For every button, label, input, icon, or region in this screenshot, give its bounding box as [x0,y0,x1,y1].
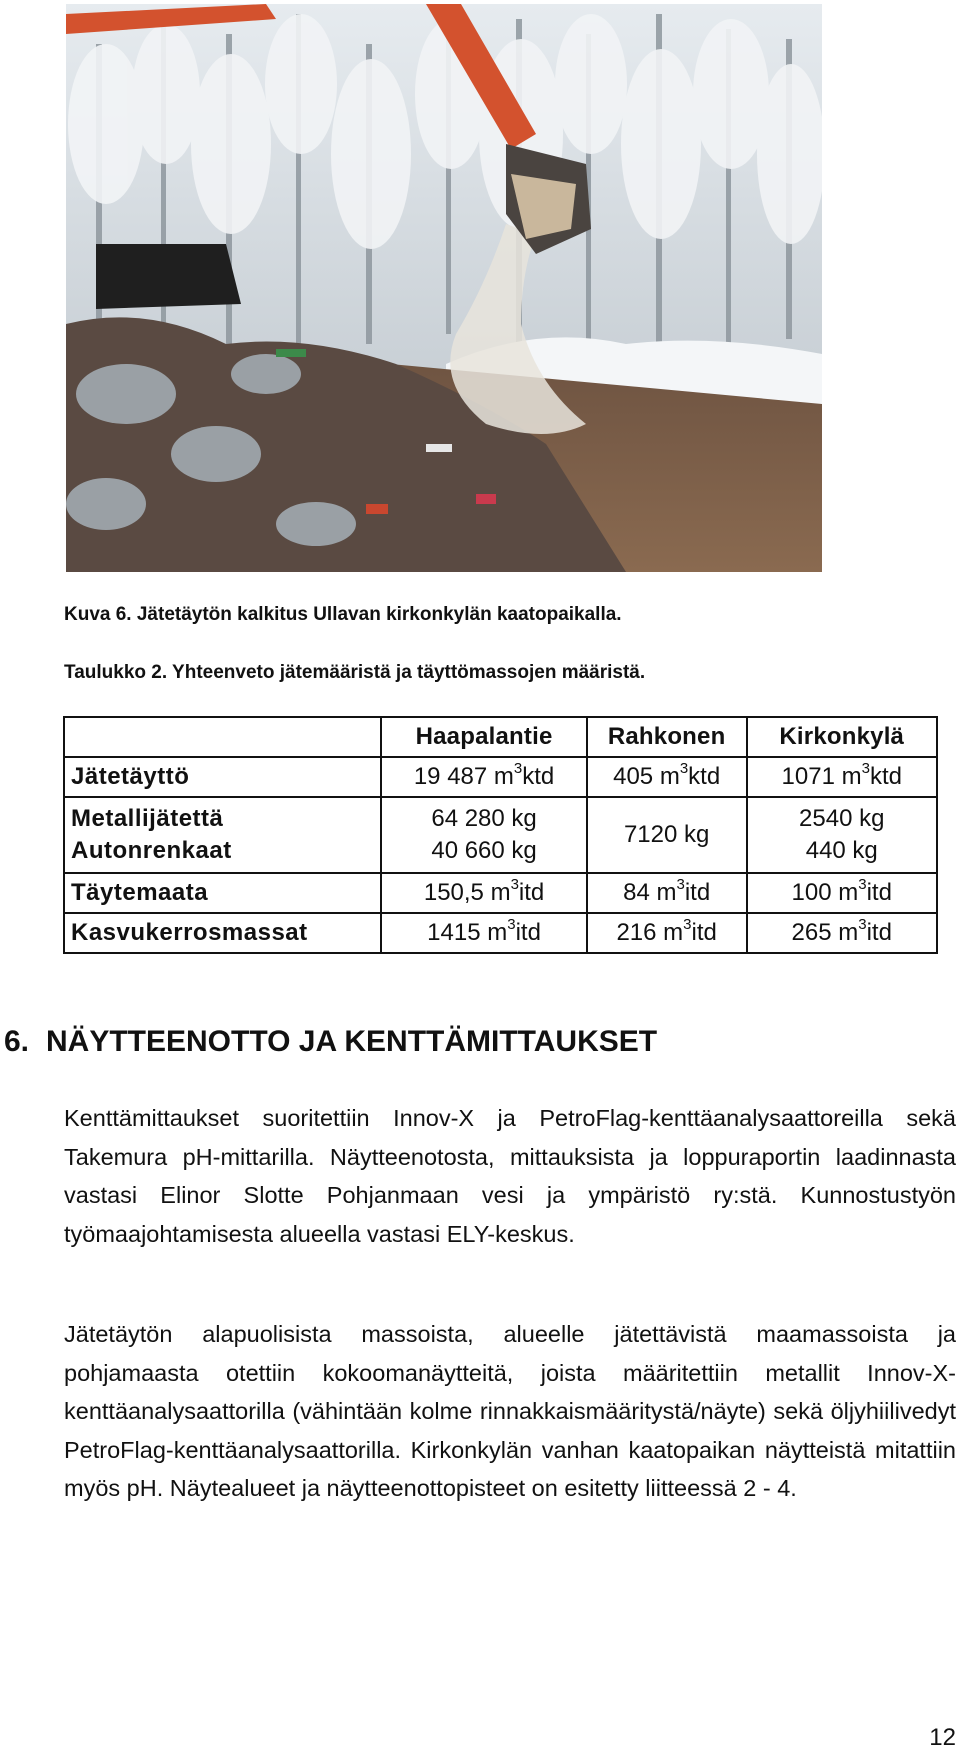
table-cell: 150,5 $m^3itd$ [381,873,586,913]
table-cell: 1415 $m^3itd$ [381,913,586,953]
table-cell [747,797,938,873]
body-paragraph: Jätetäytön alapuolisista massoista, alueelle jätettävistä maamassoista ja pohjamaasta otettiin kokoomanäytteitä, joista määritettiin metallit Innov-X-kenttäanalysaattorilla (vähintään kolme rinnakkaismääritystä/näyte) sekä öljyhiilivedyt PetroFlag-kenttäanalysaattorilla. Kirkonkylän vanhan kaatopaikan näytteistä mitattiin myös pH. Näytealueet ja näytteenottopisteet on esitetty liitteessä 2 - 4. [64,1321,956,1501]
section-heading [4,1025,657,1059]
table-row [64,913,937,953]
table-row [64,873,937,913]
table-cell: 405 $m^3ktd$ [587,757,747,797]
row-label-pair [64,797,381,873]
column-header: Kirkonkylä [747,717,938,757]
cell-value: 40 660 kg [431,837,537,864]
photo-illustration [66,4,822,572]
table-cell: 1071 $m^3ktd$ [747,757,938,797]
row-label: Metallijätettä [71,804,224,832]
row-label: Autonrenkaat [71,837,232,864]
section-title: NÄYTTEENOTTO JA KENTTÄMITTAUKSET [46,1025,658,1058]
figure-caption: Kuva 6. Jätetäytön kalkitus Ullavan kirkonkylän kaatopaikalla. [64,604,622,625]
section-number: 6. [4,1025,30,1058]
column-header: Haapalantie [381,717,586,757]
row-label: Täytemaata [64,873,381,913]
body-paragraph: Kenttämittaukset suoritettiin Innov-X ja PetroFlag-kenttäanalysaattoreilla sekä Takemura pH-mittarilla. Näytteenotosta, mittauksista ja loppuraportin laadinnasta vastasi Elinor Slotte Pohjanmaan vesi ja ympäristö ry:stä. Kunnostustyön työmaajohtamisesta alueella vastasi ELY-keskus. [64,1105,956,1247]
table-cell: 19 487 $m^3ktd$ [381,757,586,797]
cell-value: 440 kg [805,837,878,864]
table-cell: 84 $m^3itd$ [587,873,747,913]
summary-table [63,716,938,954]
table-row [64,757,937,797]
table-row [64,797,937,873]
table-cell: 100 $m^3itd$ [747,873,938,913]
table-corner-cell [64,717,381,757]
table-header-row [64,717,937,757]
landfill-liming-photo [66,4,822,572]
table-cell: 216 $m^3itd$ [587,913,747,953]
column-header: Rahkonen [587,717,747,757]
table-cell [381,797,586,873]
table-cell: 7120 kg [587,797,747,873]
page-number: 12 [929,1724,956,1751]
table-cell: 265 $m^3itd$ [747,913,938,953]
row-label: Kasvukerrosmassat [64,913,381,953]
cell-value: 64 280 kg [431,804,537,832]
row-label: Jätetäyttö [64,757,381,797]
cell-value: 2540 kg [799,804,885,832]
table-caption: Taulukko 2. Yhteenveto jätemääristä ja täyttömassojen määristä. [64,662,646,683]
